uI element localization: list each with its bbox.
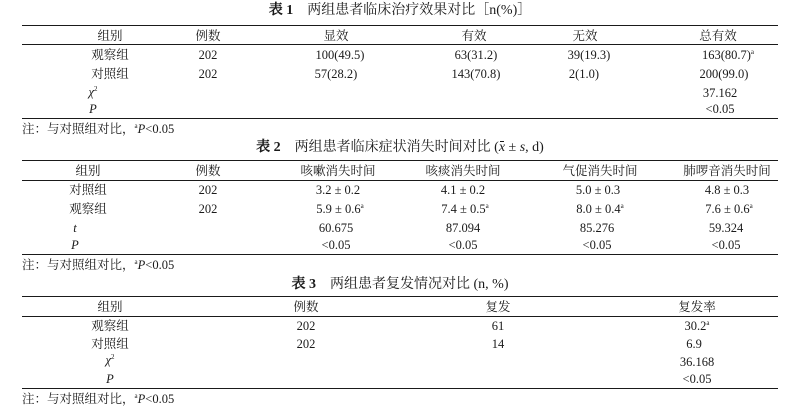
- table1-row2-c4: 200(99.0): [699, 67, 749, 81]
- table2-row1-c2: 4.1 ± 0.2: [440, 183, 486, 197]
- table2-top-rule: [22, 160, 778, 161]
- table3-row2-group: 对照组: [91, 337, 129, 351]
- table3-caption: 两组患者复发情况对比: [330, 277, 470, 292]
- table1-row1-c4: $163(80.7)^a$: [701, 48, 755, 62]
- table2-row1-c1: 3.2 ± 0.2: [315, 183, 361, 197]
- table3-unit: (n, %): [473, 277, 509, 292]
- table1-stat-chi-value: 37.162: [702, 86, 738, 100]
- table3-stat-chi-value: 36.168: [679, 355, 715, 369]
- table3-row2-c1: 14: [491, 337, 505, 351]
- table3-row1-n: 202: [296, 319, 316, 333]
- table2-header-dyspnea: 气促消失时间: [562, 164, 638, 178]
- table1-row1-c1: 100(49.5): [315, 48, 365, 62]
- table3-row2-n: 202: [296, 337, 316, 351]
- table1-caption: 两组患者临床治疗效果对比: [307, 3, 476, 18]
- table2-header-cough: 咳嗽消失时间: [300, 164, 376, 178]
- table1-row2-c3: 2(1.0): [568, 67, 600, 81]
- table3-header-rule: [22, 316, 778, 317]
- table3-bottom-rule: [22, 388, 778, 389]
- table1-row2-c2: 143(70.8): [451, 67, 501, 81]
- table3-row1-c2: 30.2$^a$: [684, 319, 710, 333]
- table2-title: 表 2 两组患者临床症状消失时间对比 (x ± s, d): [256, 140, 544, 155]
- table2-stat-t-label: t: [73, 221, 77, 235]
- table3-row1-group: 观察组: [91, 319, 129, 333]
- table3-header-group: 组别: [97, 300, 123, 314]
- table2-stat-p-label: P: [71, 238, 79, 252]
- table3-header-n: 例数: [293, 300, 319, 314]
- table2-stat-t-c1: 60.675: [318, 221, 354, 235]
- table1-header-total: 总有效: [699, 29, 737, 43]
- table2-row2-c2: 7.4 ± 0.5$^a$: [441, 202, 489, 216]
- table1-header-effective: 有效: [461, 29, 487, 43]
- table1-row1-n: 202: [198, 48, 218, 62]
- table2-stat-p-c3: <0.05: [582, 238, 612, 252]
- table3-header-relapse: 复发: [485, 300, 511, 314]
- table2-row2-c4: 7.6 ± 0.6$^a$: [705, 202, 753, 216]
- mean-x-bar: x: [498, 140, 506, 155]
- table3-stat-p-label: P: [106, 372, 114, 386]
- table2-header-n: 例数: [195, 164, 221, 178]
- table1-row2-n: 202: [198, 67, 218, 81]
- table1-title: 表 1 两组患者临床治疗效果对比［n(%)］: [268, 3, 532, 18]
- table1-stat-p-value: <0.05: [705, 102, 735, 116]
- table2-header-sputum: 咳痰消失时间: [425, 164, 501, 178]
- table1-unit: n(%): [489, 3, 518, 18]
- table2-stat-t-c4: 59.324: [708, 221, 744, 235]
- table1-header-ineffective: 无效: [572, 29, 598, 43]
- table2-row1-c4: 4.8 ± 0.3: [704, 183, 750, 197]
- table2-header-rule: [22, 180, 778, 181]
- table2-row2-c1: 5.9 ± 0.6$^a$: [316, 202, 364, 216]
- table2-stat-t-c2: 87.094: [445, 221, 481, 235]
- table2-row2-c3: 8.0 ± 0.4$^a$: [576, 202, 624, 216]
- table1-stat-p-label: P: [89, 102, 97, 116]
- table2-header-group: 组别: [75, 164, 101, 178]
- table2-caption: 两组患者临床症状消失时间对比: [294, 140, 491, 155]
- table1-header-n: 例数: [195, 29, 221, 43]
- table1-header-rule: [22, 44, 778, 45]
- table2-row1-n: 202: [198, 183, 218, 197]
- table2-stat-p-c2: <0.05: [448, 238, 478, 252]
- table3-title: [0, 277, 800, 293]
- table2-header-rales: 肺啰音消失时间: [683, 164, 771, 178]
- table1-row2-c1: 57(28.2): [314, 67, 358, 81]
- table1-row1-group: 观察组: [91, 48, 129, 62]
- table3-row2-c2: 6.9: [686, 337, 702, 351]
- table1-note: 注：与对照组对比，$^a$P<0.05: [22, 122, 175, 136]
- table2-bottom-rule: [22, 254, 778, 255]
- table3-number: 表 3: [291, 277, 316, 292]
- table2-stat-t-c3: 85.276: [579, 221, 615, 235]
- table3-stat-chi-label: $\chi^2$: [105, 353, 115, 367]
- table1-number: 表 1: [268, 3, 294, 18]
- table1-row1-c2: 63(31.2): [454, 48, 498, 62]
- table1-stat-chi-label: $\chi^2$: [88, 85, 98, 99]
- table1-top-rule: [22, 25, 778, 26]
- table3-header-rate: 复发率: [678, 300, 716, 314]
- table3-stat-p-value: <0.05: [682, 372, 712, 386]
- table2-row1-c3: 5.0 ± 0.3: [575, 183, 621, 197]
- table3-top-rule: [22, 296, 778, 297]
- table1-header-markedly: 显效: [323, 29, 349, 43]
- table3-row1-c1: 61: [491, 319, 505, 333]
- table2-row2-group: 观察组: [69, 202, 107, 216]
- table2-stat-p-c1: <0.05: [321, 238, 351, 252]
- table1-bottom-rule: [22, 118, 778, 119]
- table2-number: 表 2: [256, 140, 281, 155]
- table1-header-group: 组别: [97, 29, 123, 43]
- table2-row1-group: 对照组: [69, 183, 107, 197]
- table3-note: 注：与对照组对比，$^a$P<0.05: [22, 392, 175, 406]
- table1-row1-c3: 39(19.3): [567, 48, 611, 62]
- table1-row2-group: 对照组: [91, 67, 129, 81]
- table2-row2-n: 202: [198, 202, 218, 216]
- table2-note: 注：与对照组对比，$^a$P<0.05: [22, 258, 175, 272]
- table2-stat-p-c4: <0.05: [711, 238, 741, 252]
